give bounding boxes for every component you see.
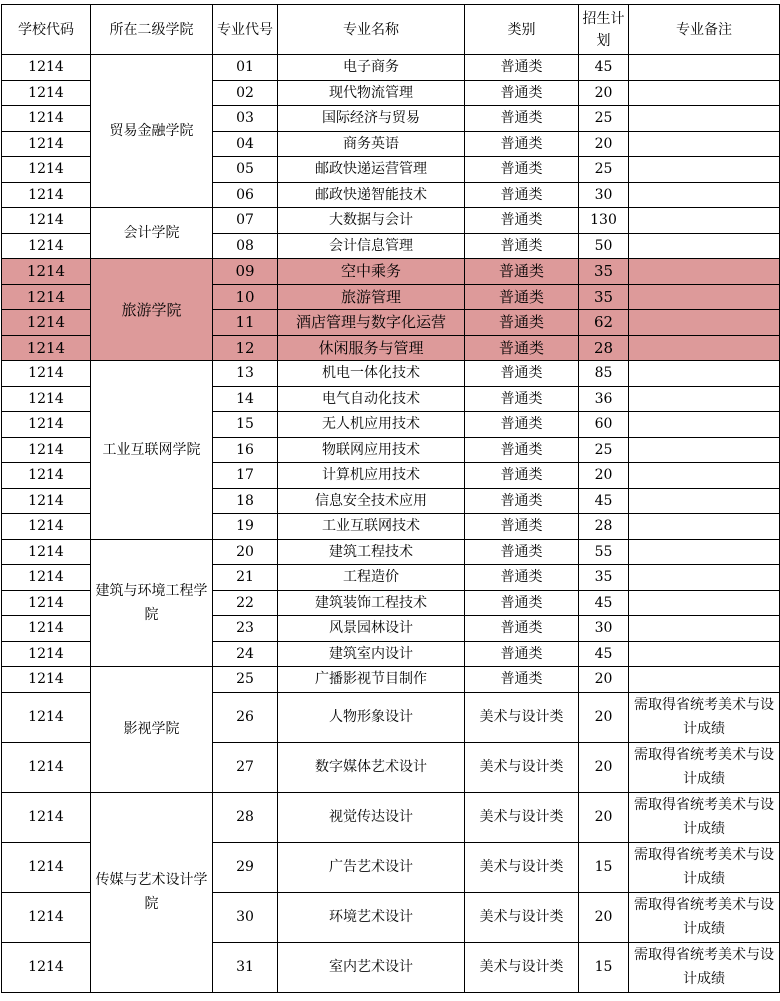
school-code-cell: 1214 (2, 259, 91, 285)
major-code-cell: 23 (213, 616, 278, 642)
category-cell: 普通类 (465, 310, 579, 336)
major-name-cell: 邮政快递智能技术 (278, 182, 465, 208)
school-code-cell: 1214 (2, 641, 91, 667)
plan-cell: 62 (579, 310, 629, 336)
note-cell (629, 514, 780, 540)
category-cell: 普通类 (465, 131, 579, 157)
category-cell: 普通类 (465, 488, 579, 514)
category-cell: 普通类 (465, 565, 579, 591)
table-row (2, 792, 780, 842)
note-cell (629, 488, 780, 514)
college-cell: 工业互联网学院 (91, 361, 213, 540)
major-code-cell: 18 (213, 488, 278, 514)
major-code-cell: 08 (213, 233, 278, 259)
major-code-cell: 25 (213, 667, 278, 693)
note-cell (629, 284, 780, 310)
category-cell: 普通类 (465, 157, 579, 183)
note-cell: 需取得省统考美术与设计成绩 (629, 942, 780, 992)
school-code-cell: 1214 (2, 157, 91, 183)
header-college: 所在二级学院 (91, 5, 213, 55)
note-cell (629, 437, 780, 463)
category-cell: 美术与设计类 (465, 842, 579, 892)
plan-cell: 30 (579, 182, 629, 208)
note-cell: 需取得省统考美术与设计成绩 (629, 692, 780, 742)
school-code-cell: 1214 (2, 386, 91, 412)
major-code-cell: 27 (213, 742, 278, 792)
note-cell: 需取得省统考美术与设计成绩 (629, 792, 780, 842)
plan-cell: 45 (579, 488, 629, 514)
school-code-cell: 1214 (2, 842, 91, 892)
major-name-cell: 信息安全技术应用 (278, 488, 465, 514)
major-code-cell: 28 (213, 792, 278, 842)
note-cell: 需取得省统考美术与设计成绩 (629, 842, 780, 892)
note-cell (629, 539, 780, 565)
major-name-cell: 电气自动化技术 (278, 386, 465, 412)
plan-cell: 35 (579, 259, 629, 285)
major-name-cell: 建筑装饰工程技术 (278, 590, 465, 616)
major-code-cell: 20 (213, 539, 278, 565)
major-name-cell: 工程造价 (278, 565, 465, 591)
major-code-cell: 31 (213, 942, 278, 992)
major-name-cell: 空中乘务 (278, 259, 465, 285)
plan-cell: 25 (579, 157, 629, 183)
major-code-cell: 14 (213, 386, 278, 412)
note-cell (629, 361, 780, 387)
school-code-cell: 1214 (2, 182, 91, 208)
category-cell: 普通类 (465, 233, 579, 259)
plan-cell: 25 (579, 437, 629, 463)
note-cell (629, 616, 780, 642)
plan-cell: 20 (579, 892, 629, 942)
plan-cell: 20 (579, 80, 629, 106)
school-code-cell: 1214 (2, 942, 91, 992)
category-cell: 普通类 (465, 386, 579, 412)
major-name-cell: 数字媒体艺术设计 (278, 742, 465, 792)
plan-cell: 15 (579, 942, 629, 992)
school-code-cell: 1214 (2, 131, 91, 157)
major-code-cell: 05 (213, 157, 278, 183)
major-code-cell: 15 (213, 412, 278, 438)
note-cell (629, 106, 780, 132)
school-code-cell: 1214 (2, 565, 91, 591)
college-cell: 旅游学院 (91, 259, 213, 361)
plan-cell: 35 (579, 565, 629, 591)
note-cell (629, 259, 780, 285)
note-cell (629, 182, 780, 208)
category-cell: 普通类 (465, 412, 579, 438)
major-code-cell: 26 (213, 692, 278, 742)
header-category: 类别 (465, 5, 579, 55)
note-cell (629, 386, 780, 412)
major-code-cell: 24 (213, 641, 278, 667)
major-name-cell: 广播影视节目制作 (278, 667, 465, 693)
major-name-cell: 旅游管理 (278, 284, 465, 310)
plan-cell: 20 (579, 742, 629, 792)
category-cell: 普通类 (465, 80, 579, 106)
major-name-cell: 现代物流管理 (278, 80, 465, 106)
major-code-cell: 09 (213, 259, 278, 285)
plan-cell: 20 (579, 463, 629, 489)
plan-cell: 30 (579, 616, 629, 642)
major-code-cell: 16 (213, 437, 278, 463)
plan-cell: 85 (579, 361, 629, 387)
school-code-cell: 1214 (2, 590, 91, 616)
major-code-cell: 06 (213, 182, 278, 208)
school-code-cell: 1214 (2, 106, 91, 132)
plan-cell: 20 (579, 131, 629, 157)
major-code-cell: 21 (213, 565, 278, 591)
school-code-cell: 1214 (2, 616, 91, 642)
plan-cell: 25 (579, 106, 629, 132)
note-cell (629, 335, 780, 361)
major-code-cell: 03 (213, 106, 278, 132)
school-code-cell: 1214 (2, 892, 91, 942)
category-cell: 美术与设计类 (465, 892, 579, 942)
note-cell (629, 667, 780, 693)
major-code-cell: 19 (213, 514, 278, 540)
table-row (2, 667, 780, 693)
major-name-cell: 人物形象设计 (278, 692, 465, 742)
major-code-cell: 17 (213, 463, 278, 489)
major-code-cell: 02 (213, 80, 278, 106)
school-code-cell: 1214 (2, 310, 91, 336)
school-code-cell: 1214 (2, 692, 91, 742)
table-row (2, 361, 780, 387)
category-cell: 普通类 (465, 667, 579, 693)
plan-cell: 20 (579, 692, 629, 742)
plan-cell: 36 (579, 386, 629, 412)
plan-cell: 50 (579, 233, 629, 259)
note-cell (629, 55, 780, 81)
category-cell: 普通类 (465, 284, 579, 310)
header-school-code: 学校代码 (2, 5, 91, 55)
school-code-cell: 1214 (2, 514, 91, 540)
category-cell: 普通类 (465, 55, 579, 81)
note-cell: 需取得省统考美术与设计成绩 (629, 892, 780, 942)
category-cell: 普通类 (465, 641, 579, 667)
note-cell (629, 157, 780, 183)
category-cell: 普通类 (465, 539, 579, 565)
major-code-cell: 29 (213, 842, 278, 892)
major-name-cell: 广告艺术设计 (278, 842, 465, 892)
major-code-cell: 10 (213, 284, 278, 310)
note-cell (629, 590, 780, 616)
school-code-cell: 1214 (2, 437, 91, 463)
header-row (2, 5, 780, 55)
school-code-cell: 1214 (2, 463, 91, 489)
major-name-cell: 无人机应用技术 (278, 412, 465, 438)
major-name-cell: 物联网应用技术 (278, 437, 465, 463)
plan-cell: 130 (579, 208, 629, 234)
category-cell: 普通类 (465, 259, 579, 285)
school-code-cell: 1214 (2, 792, 91, 842)
college-cell: 传媒与艺术设计学院 (91, 792, 213, 992)
school-code-cell: 1214 (2, 412, 91, 438)
college-cell: 影视学院 (91, 667, 213, 793)
major-name-cell: 风景园林设计 (278, 616, 465, 642)
table-row (2, 539, 780, 565)
plan-cell: 60 (579, 412, 629, 438)
major-name-cell: 电子商务 (278, 55, 465, 81)
school-code-cell: 1214 (2, 361, 91, 387)
header-plan: 招生计划 (579, 5, 629, 55)
note-cell: 需取得省统考美术与设计成绩 (629, 742, 780, 792)
major-name-cell: 机电一体化技术 (278, 361, 465, 387)
major-name-cell: 视觉传达设计 (278, 792, 465, 842)
category-cell: 普通类 (465, 335, 579, 361)
major-code-cell: 04 (213, 131, 278, 157)
enrollment-plan-table (1, 4, 780, 993)
header-notes: 专业备注 (629, 5, 780, 55)
category-cell: 美术与设计类 (465, 692, 579, 742)
major-name-cell: 环境艺术设计 (278, 892, 465, 942)
header-major-name: 专业名称 (278, 5, 465, 55)
major-name-cell: 休闲服务与管理 (278, 335, 465, 361)
plan-cell: 45 (579, 590, 629, 616)
school-code-cell: 1214 (2, 233, 91, 259)
category-cell: 普通类 (465, 463, 579, 489)
major-code-cell: 30 (213, 892, 278, 942)
plan-cell: 28 (579, 335, 629, 361)
note-cell (629, 131, 780, 157)
category-cell: 美术与设计类 (465, 792, 579, 842)
school-code-cell: 1214 (2, 284, 91, 310)
major-code-cell: 11 (213, 310, 278, 336)
plan-cell: 20 (579, 792, 629, 842)
college-cell: 会计学院 (91, 208, 213, 259)
major-name-cell: 邮政快递运营管理 (278, 157, 465, 183)
note-cell (629, 310, 780, 336)
note-cell (629, 463, 780, 489)
major-code-cell: 07 (213, 208, 278, 234)
major-code-cell: 13 (213, 361, 278, 387)
school-code-cell: 1214 (2, 208, 91, 234)
table-row (2, 55, 780, 81)
school-code-cell: 1214 (2, 742, 91, 792)
plan-cell: 45 (579, 55, 629, 81)
college-cell: 建筑与环境工程学院 (91, 539, 213, 667)
school-code-cell: 1214 (2, 488, 91, 514)
note-cell (629, 565, 780, 591)
note-cell (629, 233, 780, 259)
note-cell (629, 641, 780, 667)
category-cell: 普通类 (465, 361, 579, 387)
college-cell: 贸易金融学院 (91, 55, 213, 208)
category-cell: 普通类 (465, 514, 579, 540)
major-name-cell: 酒店管理与数字化运营 (278, 310, 465, 336)
school-code-cell: 1214 (2, 80, 91, 106)
category-cell: 美术与设计类 (465, 742, 579, 792)
major-code-cell: 12 (213, 335, 278, 361)
major-code-cell: 22 (213, 590, 278, 616)
school-code-cell: 1214 (2, 539, 91, 565)
plan-cell: 20 (579, 667, 629, 693)
school-code-cell: 1214 (2, 667, 91, 693)
major-name-cell: 计算机应用技术 (278, 463, 465, 489)
header-major-code: 专业代号 (213, 5, 278, 55)
major-name-cell: 室内艺术设计 (278, 942, 465, 992)
plan-cell: 28 (579, 514, 629, 540)
school-code-cell: 1214 (2, 335, 91, 361)
table-row (2, 208, 780, 234)
category-cell: 普通类 (465, 437, 579, 463)
school-code-cell: 1214 (2, 55, 91, 81)
major-name-cell: 国际经济与贸易 (278, 106, 465, 132)
plan-cell: 35 (579, 284, 629, 310)
plan-cell: 55 (579, 539, 629, 565)
major-name-cell: 商务英语 (278, 131, 465, 157)
major-name-cell: 建筑工程技术 (278, 539, 465, 565)
major-code-cell: 01 (213, 55, 278, 81)
category-cell: 普通类 (465, 106, 579, 132)
category-cell: 普通类 (465, 590, 579, 616)
plan-cell: 15 (579, 842, 629, 892)
category-cell: 普通类 (465, 616, 579, 642)
category-cell: 美术与设计类 (465, 942, 579, 992)
note-cell (629, 208, 780, 234)
table-row (2, 259, 780, 285)
category-cell: 普通类 (465, 208, 579, 234)
plan-cell: 45 (579, 641, 629, 667)
note-cell (629, 412, 780, 438)
major-name-cell: 会计信息管理 (278, 233, 465, 259)
category-cell: 普通类 (465, 182, 579, 208)
major-name-cell: 工业互联网技术 (278, 514, 465, 540)
major-name-cell: 大数据与会计 (278, 208, 465, 234)
note-cell (629, 80, 780, 106)
major-name-cell: 建筑室内设计 (278, 641, 465, 667)
